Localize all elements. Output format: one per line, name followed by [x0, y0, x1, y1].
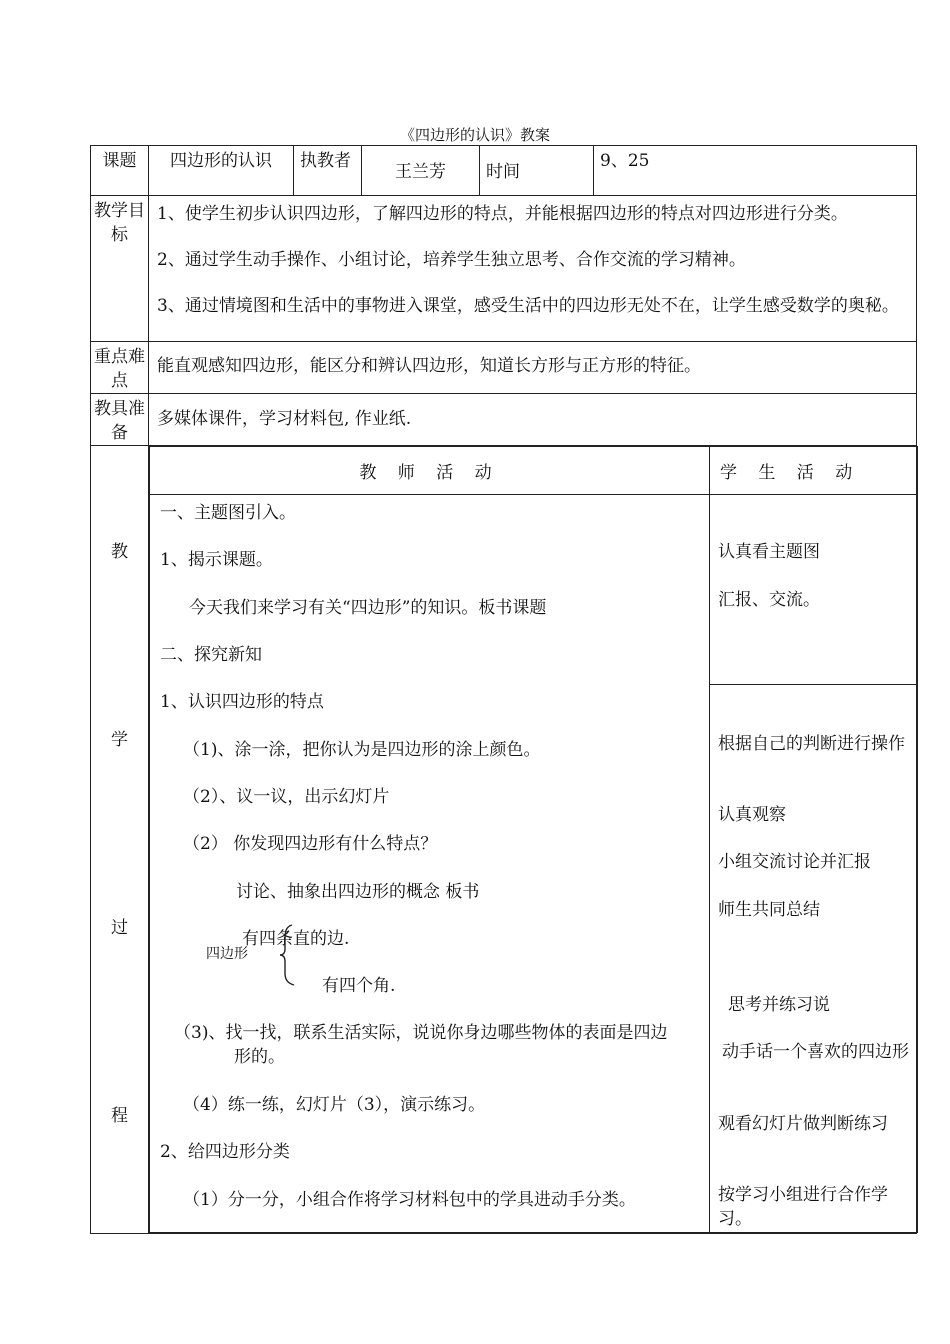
process-row [91, 446, 917, 1234]
key-points-row [91, 342, 917, 394]
teacher-line: （1)、涂一涂，把你认为是四边形的涂上颜色。 [183, 740, 541, 760]
materials-text: 多媒体课件，学习材料包, 作业纸. [149, 394, 917, 446]
process-inner-table [149, 446, 918, 1233]
quadrilateral-label: 四边形 [206, 946, 248, 962]
student-line: 认真观察 [718, 805, 786, 825]
topic-label: 课题 [91, 146, 149, 196]
student-line: 根据自己的判断进行操作 [718, 734, 905, 754]
key-points-label: 重点难点 [91, 342, 149, 394]
process-label [91, 446, 149, 1234]
process-content [149, 446, 917, 1234]
student-line: 小组交流讨论并汇报 [718, 852, 871, 872]
teacher-line: 2、给四边形分类 [160, 1142, 290, 1162]
teacher-line: 1、认识四边形的特点 [160, 692, 324, 712]
header-row [91, 146, 917, 196]
teacher-line: （3)、找一找，联系生活实际，说说你身边哪些物体的表面是四边 [174, 1023, 668, 1043]
key-points-text: 能直观感知四边形，能区分和辨认四边形，知道长方形与正方形的特征。 [149, 342, 917, 394]
objective-item: 2、通过学生动手操作、小组讨论，培养学生独立思考、合作交流的学习精神。 [157, 250, 746, 270]
student-activities-top [710, 495, 917, 685]
student-line: 观看幻灯片做判断练习 [718, 1114, 888, 1134]
student-line: 思考并练习说 [728, 995, 830, 1015]
process-label-char: 教 [111, 542, 128, 562]
objectives-label: 教学目标 [91, 196, 149, 342]
objectives-content [149, 196, 917, 342]
time-label: 时间 [480, 146, 594, 196]
teacher-activity-header: 教 师 活 动 [150, 447, 710, 495]
teacher-line: 有四个角. [322, 976, 396, 996]
student-activity-header: 学 生 活 动 [710, 447, 918, 495]
student-activities [710, 495, 918, 1233]
teacher-value: 王兰芳 [362, 146, 480, 196]
teacher-line: （1）分一分，小组合作将学习材料包中的学具进动手分类。 [183, 1190, 636, 1210]
materials-label: 教具准备 [91, 394, 149, 446]
objectives-row [91, 196, 917, 342]
teacher-line: 二、探究新知 [160, 645, 262, 665]
topic-value: 四边形的认识 [149, 146, 294, 196]
student-line: 认真看主题图 [718, 542, 820, 562]
teacher-line: 今天我们来学习有关“四边形”的知识。板书课题 [189, 598, 547, 618]
teacher-line: 形的。 [234, 1047, 285, 1067]
teacher-line: 有四条直的边. [242, 929, 350, 949]
materials-row [91, 394, 917, 446]
document-title: 《四边形的认识》教案 [399, 126, 550, 144]
student-line: 师生共同总结 [718, 900, 820, 920]
process-label-char: 学 [111, 730, 128, 750]
process-label-char: 程 [111, 1106, 128, 1126]
lesson-plan-table [90, 145, 917, 1234]
teacher-label: 执教者 [294, 146, 362, 196]
time-value: 9、25 [594, 146, 917, 196]
teacher-line: 一、主题图引入。 [160, 503, 296, 523]
teacher-activities [150, 495, 710, 1233]
teacher-line: （4）练一练，幻灯片（3），演示练习。 [183, 1095, 486, 1115]
teacher-line: 讨论、抽象出四边形的概念 板书 [236, 882, 480, 902]
brace-icon [278, 923, 298, 987]
objective-item: 3、通过情境图和生活中的事物进入课堂，感受生活中的四边形无处不在，让学生感受数学的奥秘。 [157, 296, 899, 316]
student-line: 按学习小组进行合作学习。 [718, 1185, 888, 1229]
teacher-line: （2） 你发现四边形有什么特点？ [183, 834, 438, 854]
objective-item: 1、使学生初步认识四边形，了解四边形的特点，并能根据四边形的特点对四边形进行分类。 [157, 204, 848, 224]
teacher-line: 1、揭示课题。 [160, 550, 273, 570]
process-label-char: 过 [111, 918, 128, 938]
student-activities-bottom [710, 685, 917, 1232]
student-line: 动手话一个喜欢的四边形 [722, 1042, 909, 1062]
teacher-line: （2）、议一议，出示幻灯片 [183, 787, 390, 807]
student-line: 汇报、交流。 [718, 590, 820, 610]
